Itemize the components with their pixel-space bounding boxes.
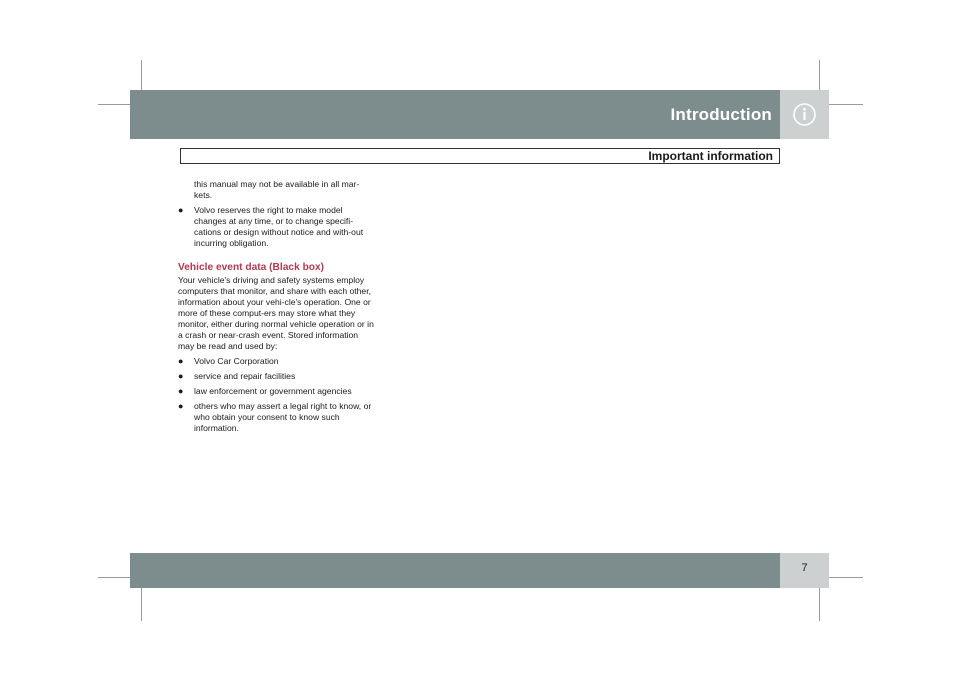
text-column — [178, 179, 374, 434]
section-heading: Vehicle event data (Black box) — [178, 262, 325, 273]
body-paragraph: Your vehicle's driving and safety systems employ computers that monitor, and share with each other, information about your vehi-cle's operation. One or more of these comput-ers may store what they monitor, either during normal vehicle operation or in a crash or near-crash event. Stored information may be read and used by: — [178, 275, 374, 351]
page-number: 7 — [801, 562, 808, 574]
list-item — [178, 386, 374, 397]
bullet-icon: ● — [178, 356, 184, 366]
list-item-text: Volvo Car Corporation — [194, 356, 279, 366]
section-header — [180, 148, 780, 164]
info-icon-box — [780, 90, 829, 139]
list-item — [178, 205, 374, 249]
header-band — [130, 90, 780, 139]
bullet-icon: ● — [178, 205, 184, 215]
bullet-icon: ● — [178, 386, 184, 396]
footer-band — [130, 553, 780, 588]
list-item-text: law enforcement or government agencies — [194, 386, 352, 396]
list-item-text: service and repair facilities — [194, 371, 296, 381]
list-item — [178, 371, 374, 382]
bullet-icon: ● — [178, 371, 184, 381]
list-item — [178, 401, 374, 434]
bullet-icon: ● — [178, 401, 184, 411]
lead-text: this manual may not be available in all mar-kets. — [194, 179, 360, 200]
list-item-text: others who may assert a legal right to know, or who obtain your consent to know such information. — [194, 401, 372, 433]
section-title: Important information — [648, 149, 773, 163]
page-number-box — [780, 553, 829, 588]
list-item-text: Volvo reserves the right to make model changes at any time, or to change specifi-cations or design without notice and with-out incurring obligation. — [194, 205, 364, 248]
chapter-title: Introduction — [670, 105, 772, 124]
info-icon — [792, 102, 817, 127]
list-item — [178, 356, 374, 367]
